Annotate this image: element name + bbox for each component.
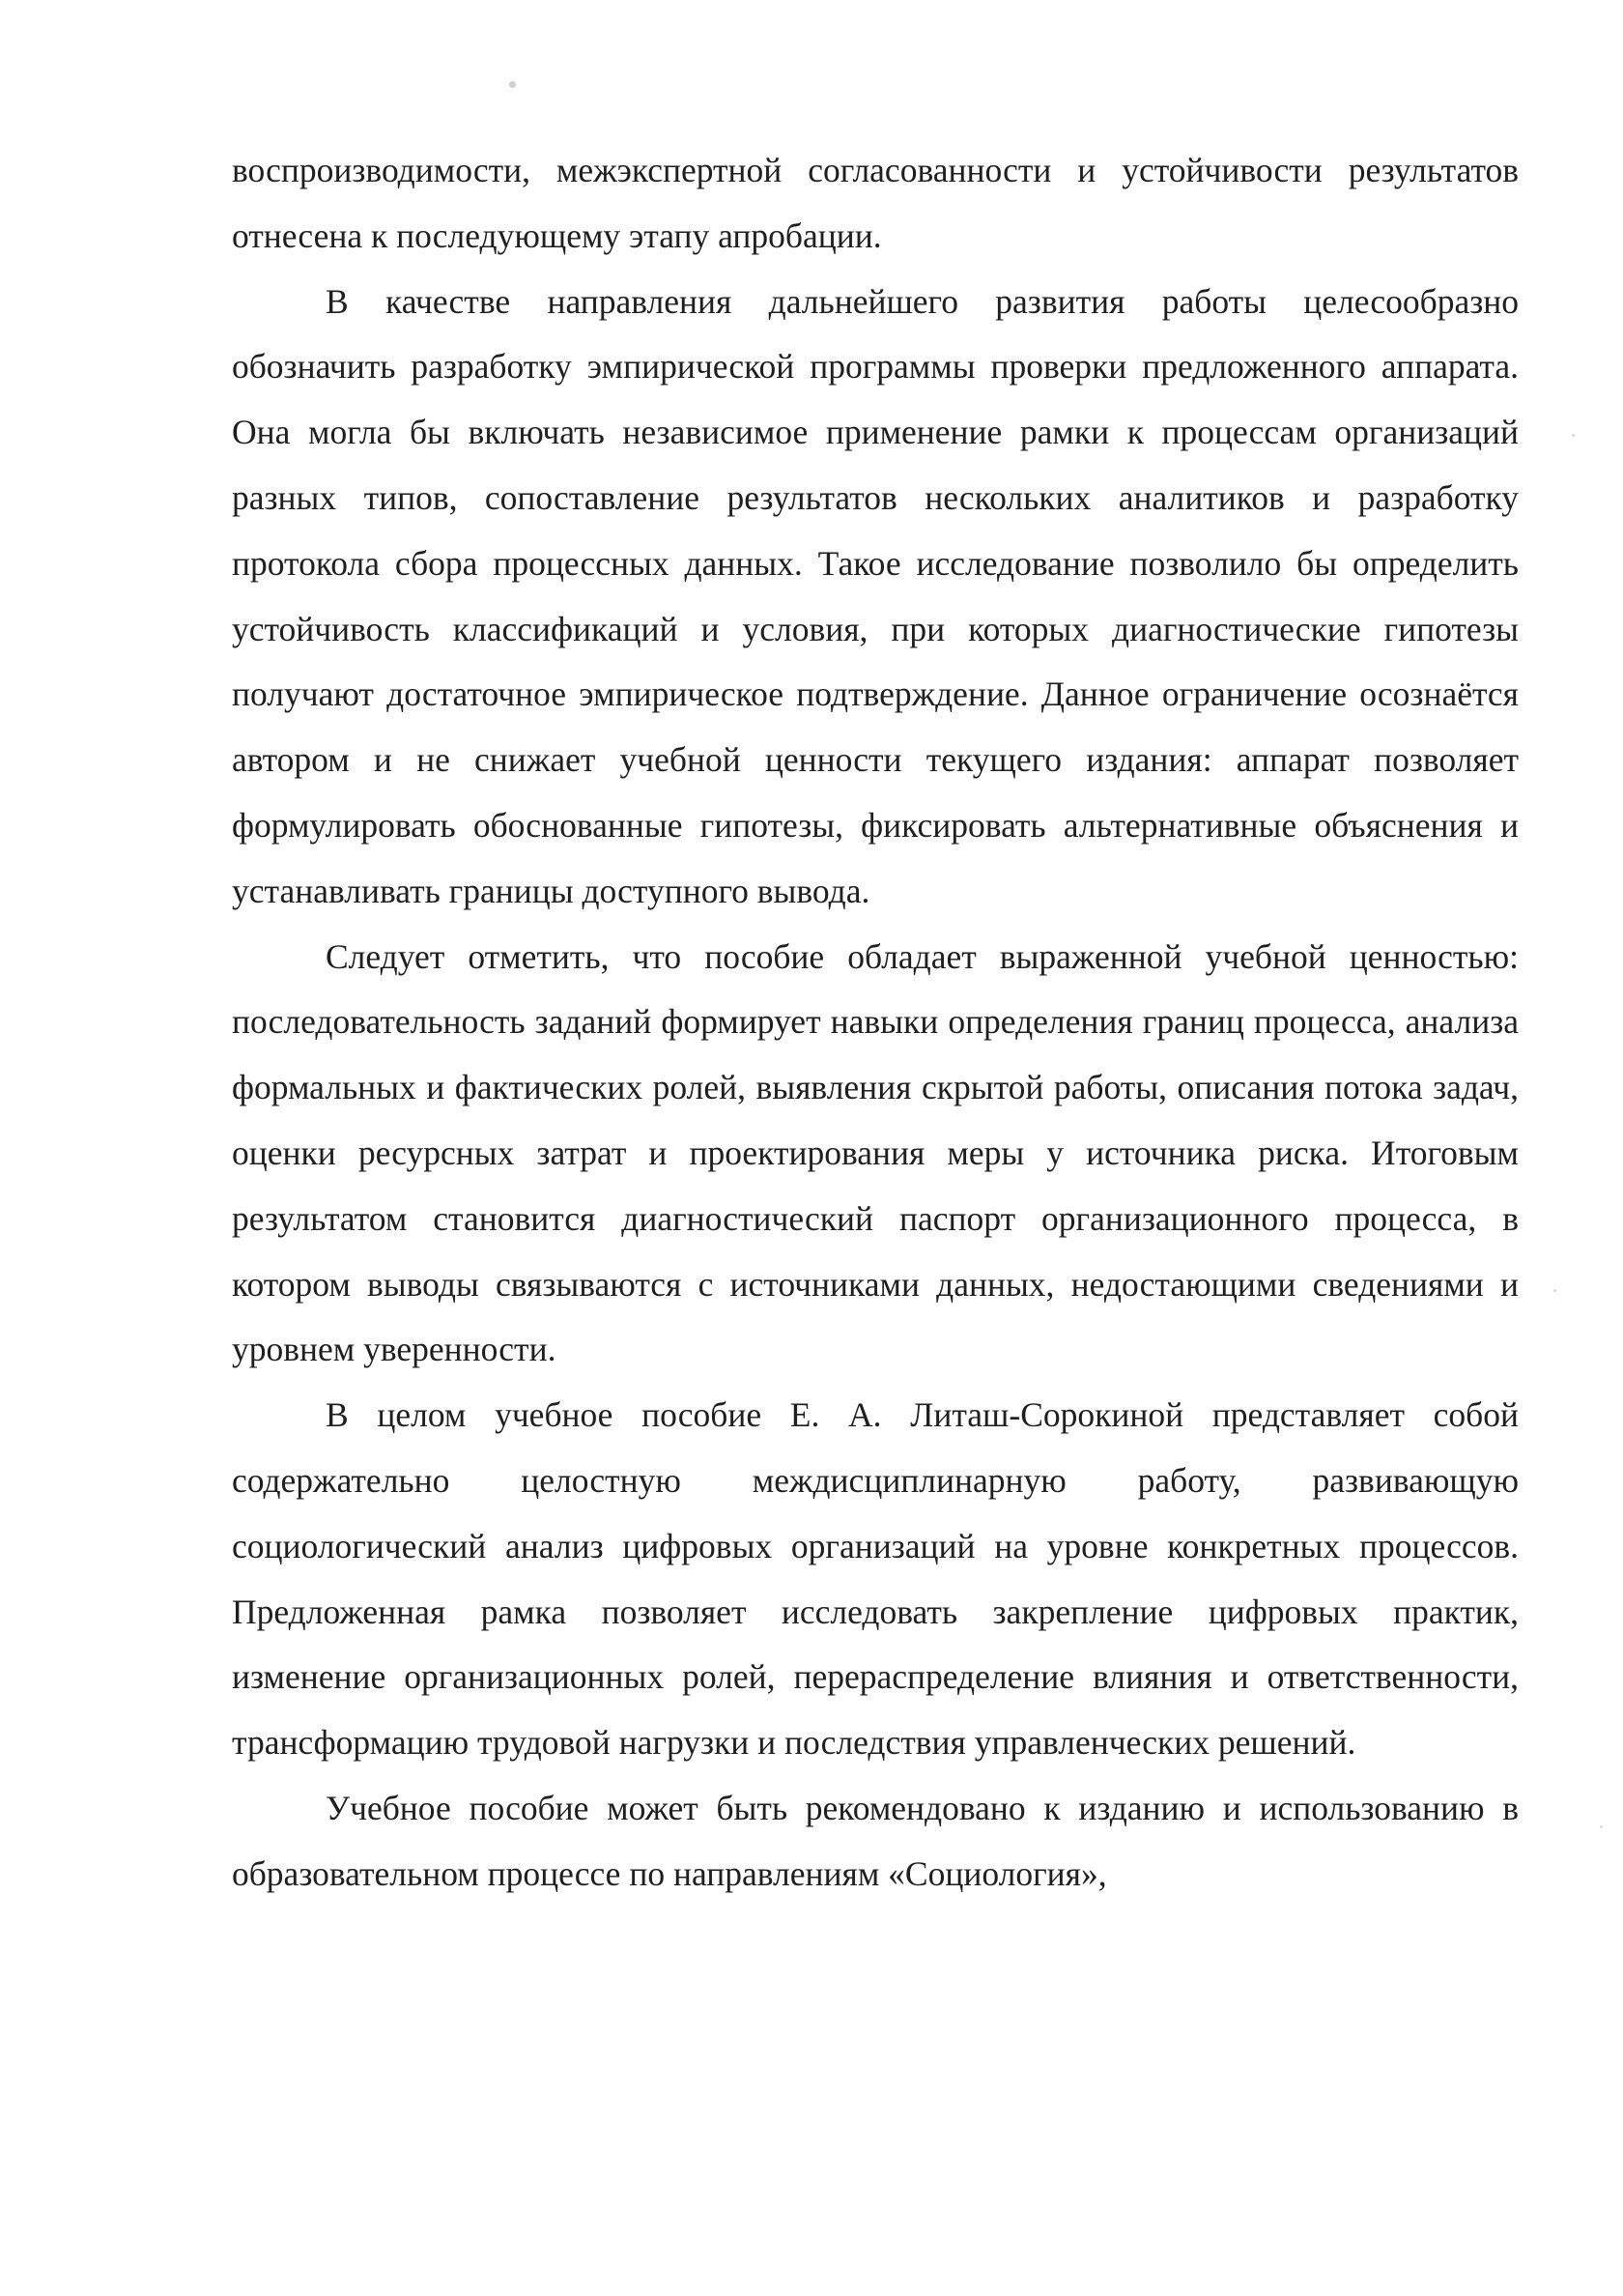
scan-speck — [1600, 1825, 1603, 1828]
paragraph-recommendation: Учебное пособие может быть рекомендовано к изданию и использованию в образовательном процессе по направлениям «Социология», — [232, 1788, 1519, 1893]
paragraph-overall-assessment: В целом учебное пособие Е. А. Литаш-Сорокиной представляет собой содержательно целостную междисциплинарную работу, развивающую социологический анализ цифровых организаций на уровне конкретных процессов. Предложенная рамка позволяет исследовать закрепление цифровых практик, изменение организационных ролей, перераспределение влияния и ответственности, трансформацию трудовой нагрузки и последствия управленческих решений. — [232, 1395, 1519, 1763]
scan-speck — [1572, 434, 1575, 437]
document-body — [232, 138, 1519, 1908]
scan-speck — [1553, 1289, 1556, 1292]
paragraph-continuation: воспроизводимости, межэкспертной согласованности и устойчивости результатов отнесена к последующему этапу апробации. — [232, 151, 1519, 255]
paragraph-educational-value: Следует отметить, что пособие обладает выраженной учебной ценностью: последовательность заданий формирует навыки определения границ процесса, анализа формальных и фактических ролей, выявления скрытой работы, описания потока задач, оценки ресурсных затрат и проектирования меры у источника риска. Итоговым результатом становится диагностический паспорт организационного процесса, в котором выводы связываются с источниками данных, недостающими сведениями и уровнем уверенности. — [232, 936, 1519, 1369]
scan-dot-mark — [509, 81, 516, 88]
paragraph-further-development: В качестве направления дальнейшего развития работы целесообразно обозначить разработку эмпирической программы проверки предложенного аппарата. Она могла бы включать независимое применение рамки к процессам организаций разных типов, сопоставление результатов нескольких аналитиков и разработку протокола сбора процессных данных. Такое исследование позволило бы определить устойчивость классификаций и условия, при которых диагностические гипотезы получают достаточное эмпирическое подтверждение. Данное ограничение осознаётся автором и не снижает учебной ценности текущего издания: аппарат позволяет формулировать обоснованные гипотезы, фиксировать альтернативные объяснения и устанавливать границы доступного вывода. — [232, 281, 1519, 910]
